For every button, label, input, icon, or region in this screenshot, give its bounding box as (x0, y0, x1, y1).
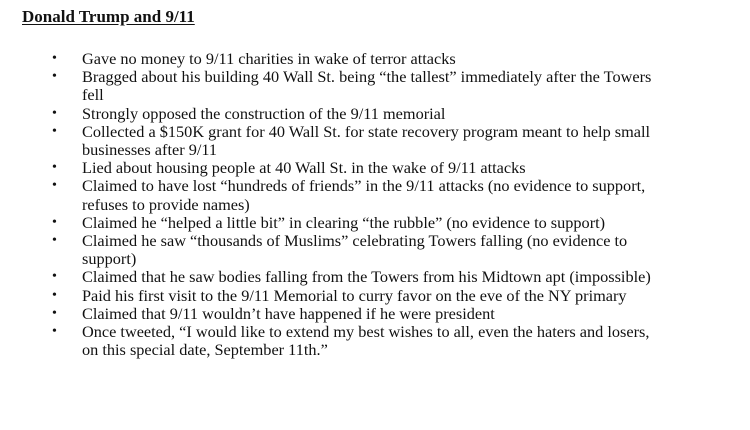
bullet-icon: • (52, 69, 57, 85)
list-item-text: Bragged about his building 40 Wall St. being “the tallest” immediately after the Towers (82, 67, 652, 87)
bullet-icon: • (52, 233, 57, 249)
list-item (0, 50, 750, 68)
list-item (0, 268, 750, 286)
bullet-icon: • (52, 51, 57, 66)
bullet-icon: • (52, 123, 57, 139)
document-title: Donald Trump and 9/11 (22, 7, 195, 26)
list-item-text: Gave no money to 9/11 charities in wake of terror attacks (82, 49, 456, 68)
bullet-icon: • (52, 214, 57, 230)
bullet-icon: • (52, 178, 57, 194)
list-item (0, 305, 750, 323)
list-item (0, 232, 750, 268)
list-item-text: Strongly opposed the construction of the 9/11 memorial (82, 103, 446, 123)
list-item-text: Claimed that he saw bodies falling from the Towers from his Midtown apt (impossible) (82, 267, 651, 287)
bullet-icon: • (52, 287, 57, 303)
bullet-icon: • (52, 305, 57, 321)
list-item-text: businesses after 9/11 (82, 140, 218, 160)
list-item (0, 159, 750, 177)
list-item-text: Claimed he saw “thousands of Muslims” celebrating Towers falling (no evidence to (82, 231, 628, 251)
list-item-text: fell (82, 85, 104, 105)
list-item-text: Claimed that 9/11 wouldn’t have happened if he were president (82, 303, 495, 323)
bullet-list (0, 50, 750, 359)
list-item-text: Lied about housing people at 40 Wall St. in the wake of 9/11 attacks (82, 158, 526, 178)
list-item-text: on this special date, September 11th.” (82, 340, 328, 360)
list-item (0, 105, 750, 123)
bullet-icon: • (52, 269, 57, 285)
list-item-text: Once tweeted, “I would like to extend my best wishes to all, even the haters and losers, (82, 322, 650, 342)
list-item-text: Claimed he “helped a little bit” in clearing “the rubble” (no evidence to support) (82, 212, 606, 232)
list-item (0, 287, 750, 305)
list-item (0, 323, 750, 359)
list-item-text: support) (82, 249, 137, 269)
bullet-icon: • (52, 324, 57, 340)
bullet-icon: • (52, 105, 57, 121)
list-item (0, 177, 750, 213)
list-item-text: refuses to provide names) (82, 194, 250, 214)
list-item-text: Collected a $150K grant for 40 Wall St. for state recovery program meant to help small (82, 121, 651, 141)
list-item-text: Paid his first visit to the 9/11 Memorial to curry favor on the eve of the NY primary (82, 285, 627, 305)
list-item (0, 68, 750, 104)
list-item (0, 214, 750, 232)
list-item-text: Claimed to have lost “hundreds of friends” in the 9/11 attacks (no evidence to support, (82, 176, 646, 196)
bullet-icon: • (52, 160, 57, 176)
list-item (0, 123, 750, 159)
